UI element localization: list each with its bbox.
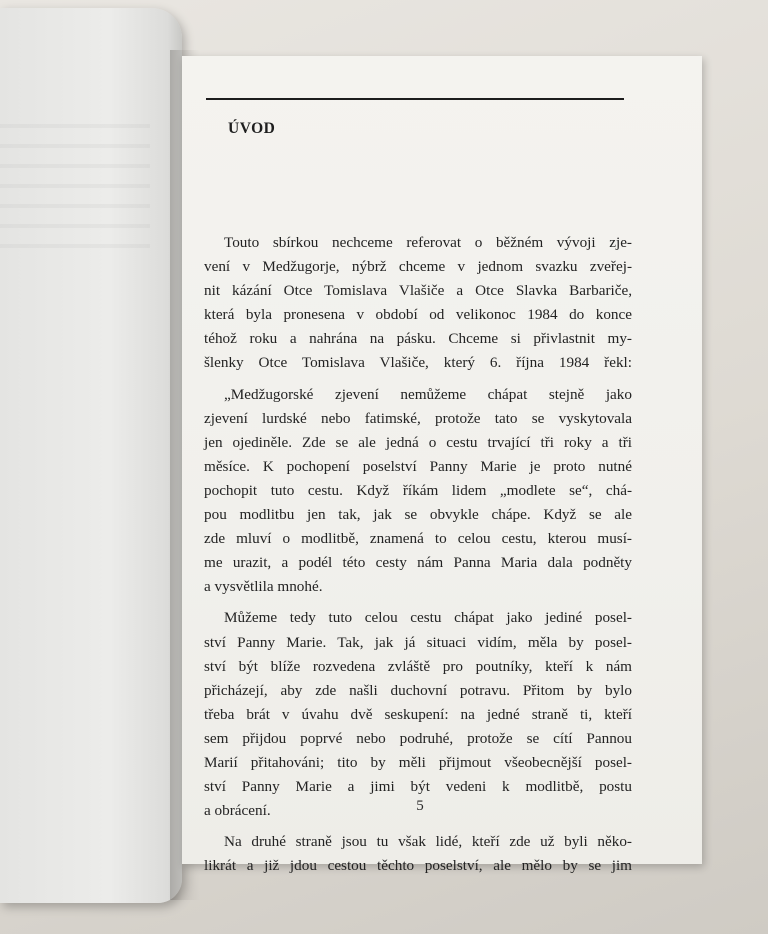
- text-line: pou modlitbu jen tak, jak se obvykle chápe. Když se ale: [204, 506, 632, 524]
- text-line: zjevení lurdské nebo fatimské, protože tato se vyskytovala: [204, 409, 632, 427]
- text-line: sem přijdou poprvé nebo podruhé, protože se cítí Pannou: [204, 729, 632, 747]
- text-line: zde mluví o modlitbě, znamená to celou cestu, kterou musí-: [204, 530, 632, 548]
- paragraph-2: [204, 383, 632, 600]
- text-line: likrát a již jdou cestou těchto poselství, ale mělo by se jim: [204, 857, 632, 875]
- text-line: „Medžugorské zjevení nemůžeme chápat stejně jako: [224, 385, 632, 403]
- paragraph-1: [204, 231, 632, 376]
- page-number: 5: [416, 798, 424, 814]
- text-line: téhož roku a nahrána na pásku. Chceme si přivlastnit my-: [204, 330, 632, 348]
- chapter-heading: ÚVOD: [228, 120, 276, 137]
- text-line: ství být blíže rozvedena zvláště pro poutníky, kteří k nám: [204, 657, 632, 675]
- text-line: měsíce. K pochopení poselství Panny Marie je proto nutné: [204, 457, 632, 475]
- text-line: Můžeme tedy tuto celou cestu chápat jako jediné posel-: [224, 609, 632, 627]
- paragraph-3: [204, 606, 632, 823]
- text-line: pochopit tuto cestu. Když říkám lidem „modlete se“, chá-: [204, 481, 632, 499]
- bleed-through-text: [0, 108, 150, 248]
- text-line: ství Panny Marie. Tak, jak já situaci vidím, měla by posel-: [204, 633, 632, 651]
- text-line: a vysvětlila mnohé.: [204, 578, 323, 596]
- text-line: která byla pronesena v období od velikonoc 1984 do konce: [204, 306, 632, 324]
- right-page: [182, 56, 702, 875]
- text-line: Marií přitahováni; tito by měli přijmout všeobecnější posel-: [204, 753, 632, 771]
- text-line: me urazit, a podél této cesty nám Panna Maria dala podněty: [204, 554, 632, 572]
- text-line: třeba brát v úvahu dvě seskupení: na jedné straně ti, kteří: [204, 705, 632, 723]
- text-line: Touto sbírkou nechceme referovat o běžném vývoji zje-: [224, 234, 632, 251]
- body-text: [204, 231, 632, 885]
- text-line: přicházejí, aby zde našli duchovní potravu. Přitom by bylo: [204, 681, 632, 699]
- text-line: Na druhé straně jsou tu však lidé, kteří zde už byli něko-: [224, 833, 632, 851]
- text-line: nit kázání Otce Tomislava Vlašiče a Otce Slavka Barbariče,: [204, 282, 632, 300]
- text-line: vení v Medžugorje, nýbrž chceme v jednom svazku zveřej-: [204, 258, 632, 276]
- left-page: [0, 8, 182, 903]
- text-line: ství Panny Marie a jimi být vedeni k modlitbě, postu: [204, 778, 632, 796]
- text-line: jen ojediněle. Zde se ale jedná o cestu trvající tři roky a tři: [204, 433, 632, 451]
- text-line: a obrácení.: [204, 802, 271, 820]
- paragraph-4: [204, 830, 632, 878]
- text-line: šlenky Otce Tomislava Vlašiče, který 6. října 1984 řekl:: [204, 354, 632, 372]
- header-rule: [206, 98, 624, 100]
